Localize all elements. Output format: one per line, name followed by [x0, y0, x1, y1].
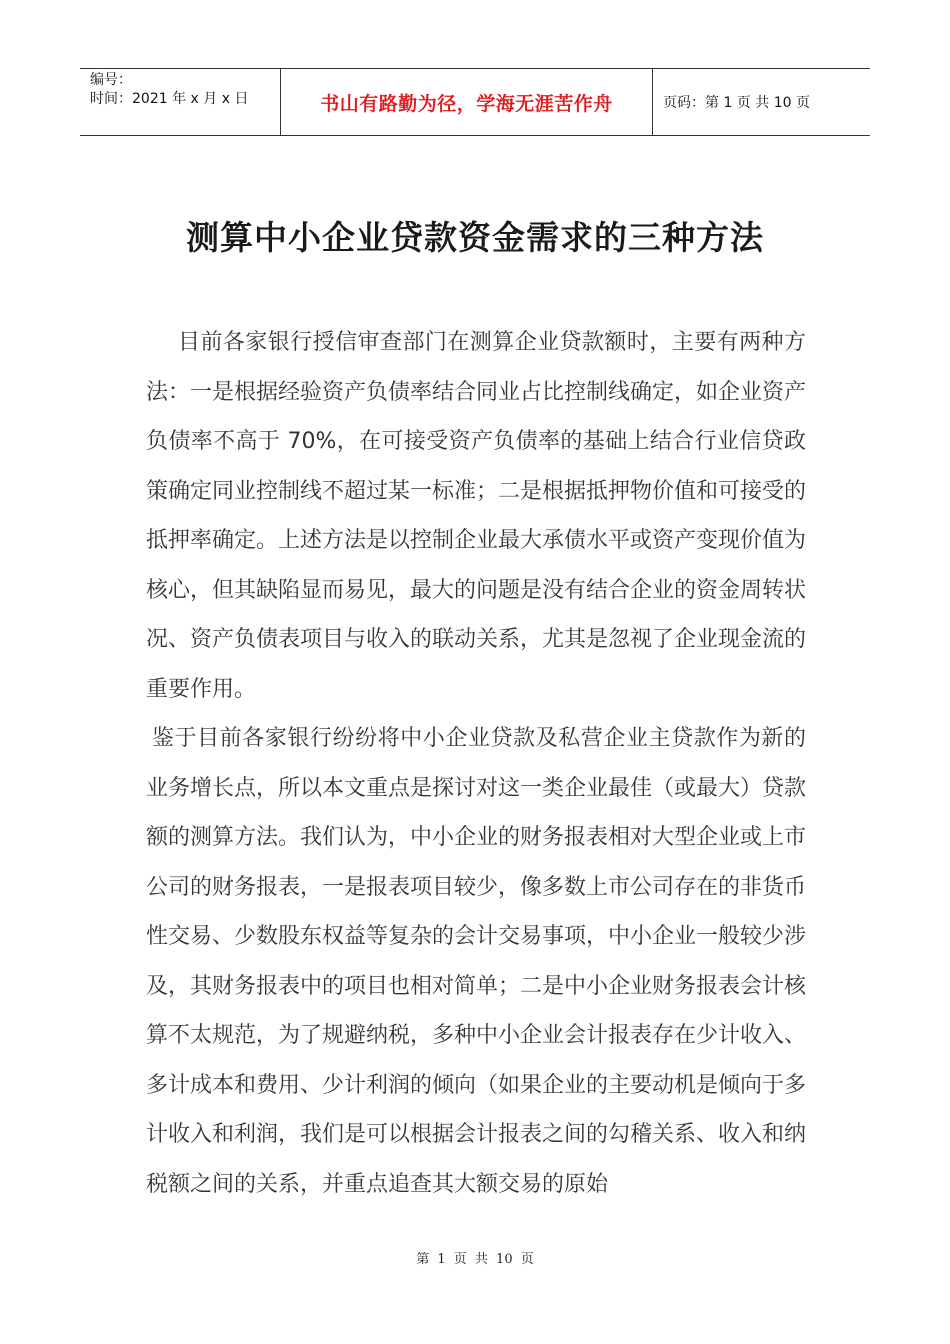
paragraph-2: 鉴于目前各家银行纷纷将中小企业贷款及私营企业主贷款作为新的业务增长点，所以本文重点是探讨对这一类企业最佳（或最大）贷款额的测算方法。我们认为，中小企业的财务报表相对大型企业或上市公司的财务报表，一是报表项目较少，像多数上市公司存在的非货币性交易、少数股东权益等复杂的会计交易事项，中小企业一般较少涉及，其财务报表中的项目也相对简单；二是中小企业财务报表会计核算不太规范，为了规避纳税，多种中小企业会计报表存在少计收入、多计成本和费用、少计利润的倾向（如果企业的主要动机是倾向于多计收入和利润，我们是可以根据会计报表之间的勾稽关系、收入和纳税额之间的关系，并重点追查其大额交易的原始 [146, 726, 807, 1197]
header-page-info: 页码：第 1 页 共 10 页 [663, 95, 810, 111]
header-table [80, 68, 870, 136]
page-footer: 第 1 页 共 10 页 [416, 1252, 534, 1267]
document-body [146, 318, 806, 1209]
number-label: 编号： [90, 72, 132, 88]
header-meta-cell [80, 69, 281, 135]
paragraph-1: 目前各家银行授信审查部门在测算企业贷款额时，主要有两种方法：一是根据经验资产负债率结合同业占比控制线确定，如企业资产负债率不高于 70%，在可接受资产负债率的基础上结合行业信贷政策确定同业控制线不超过某一标准；二是根据抵押物价值和可接受的抵押率确定。上述方法是以控制企业最大承债水平或资产变现价值为核心，但其缺陷显而易见，最大的问题是没有结合企业的资金周转状况、资产负债表项目与收入的联动关系，尤其是忽视了企业现金流的重要作用。 [146, 330, 807, 702]
time-label: 时间：2021 年 x 月 x 日 [90, 91, 249, 107]
header-motto: 书山有路勤为径，学海无涯苦作舟 [281, 69, 653, 135]
document-title: 测算中小企业贷款资金需求的三种方法 [186, 218, 764, 257]
